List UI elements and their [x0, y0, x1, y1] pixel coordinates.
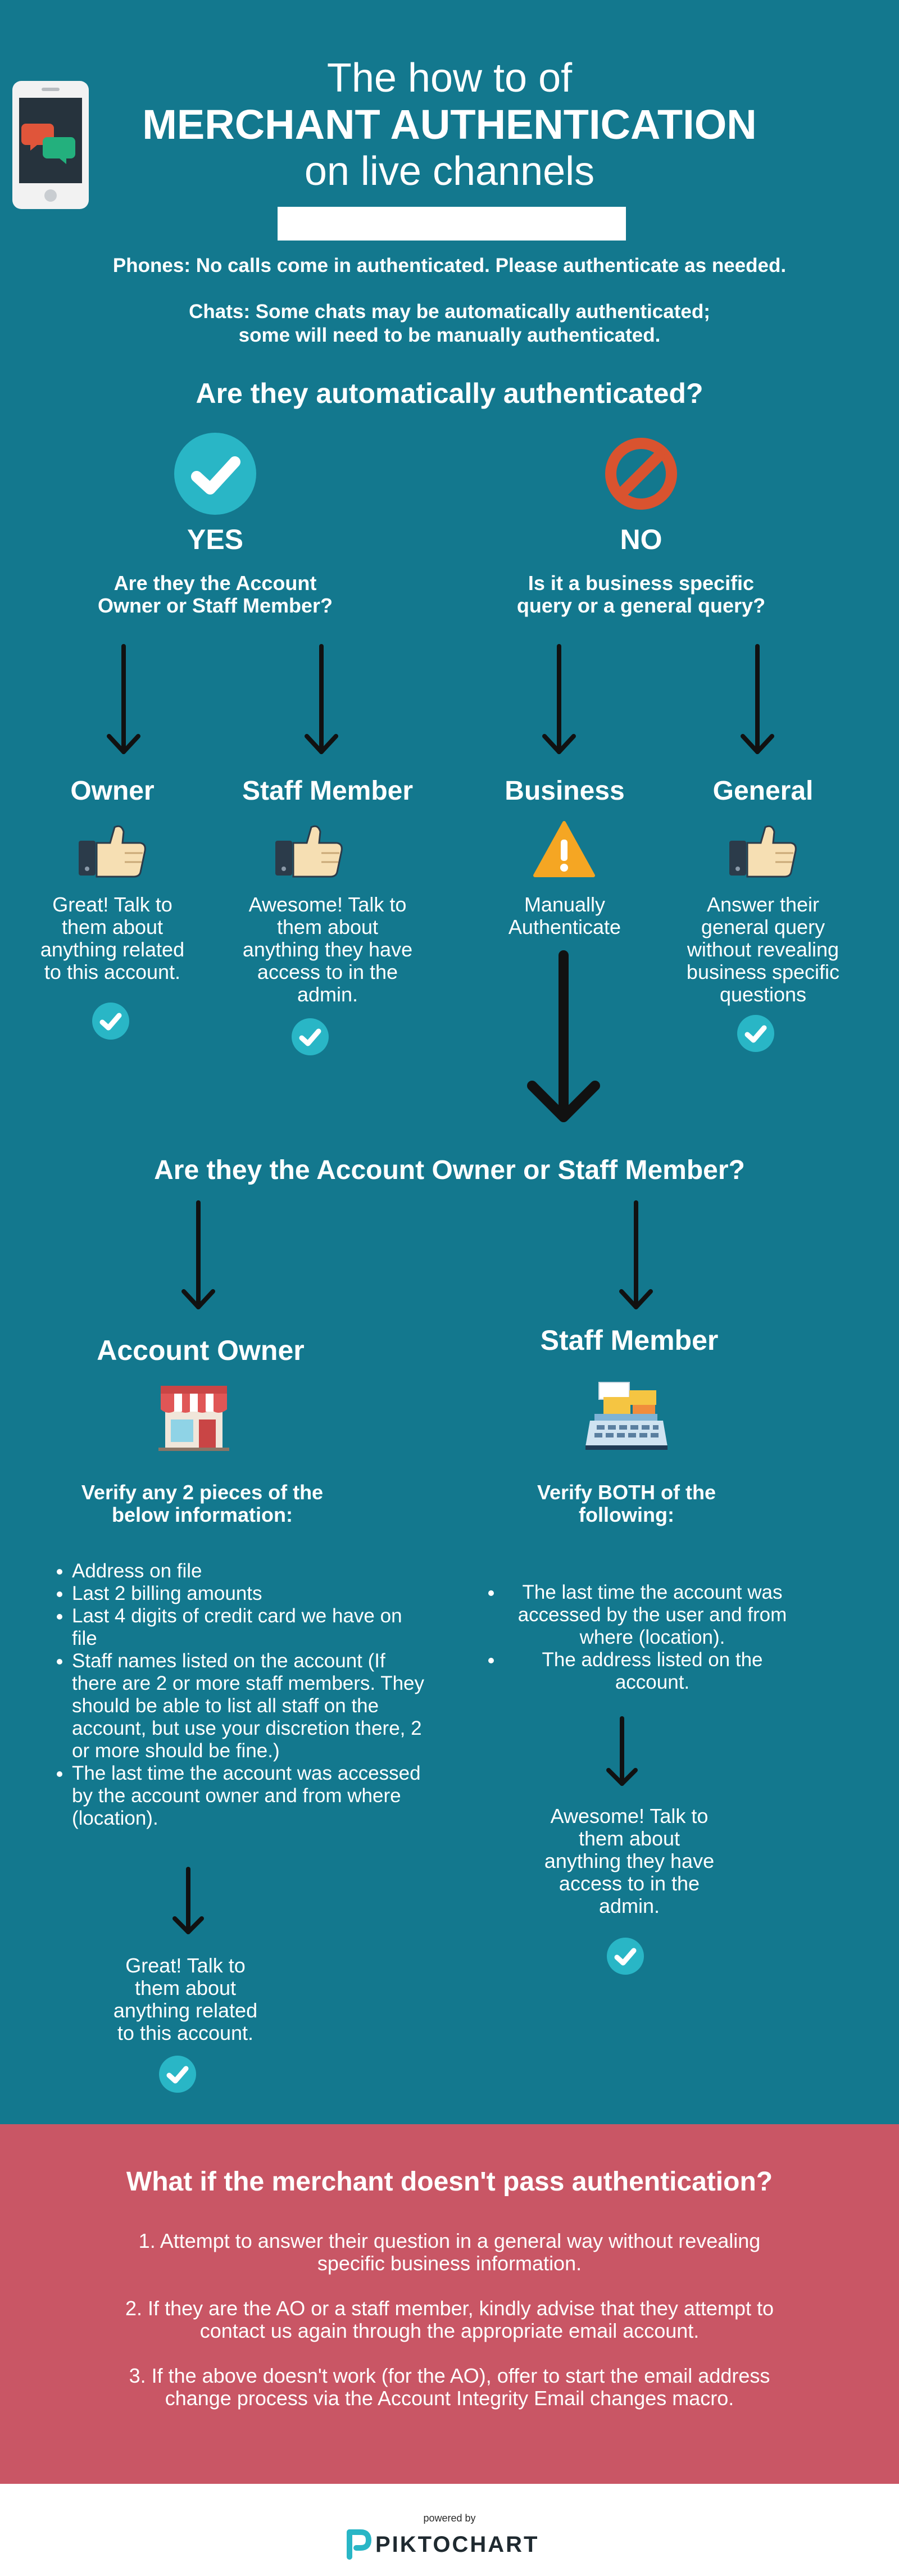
business-label: Business — [505, 776, 625, 806]
general-text: Answer their general query without revealing business specific questions — [686, 893, 840, 1006]
business-text: Manually Authenticate — [508, 893, 621, 938]
list-item: • The last time the account was accessed by the user and from where (location). — [503, 1581, 801, 1649]
intro-phones: Phones: No calls come in authenticated. Please authenticate as needed. — [112, 255, 787, 276]
account-owner-result: Great! Talk to them about anything related to this account. — [113, 1954, 258, 2044]
staff-member-verify: Verify BOTH of the following: — [537, 1481, 716, 1526]
list-item: • Last 4 digits of credit card we have on file — [72, 1605, 427, 1650]
list-item: • Staff names listed on the account (If there are 2 or more staff members. They should be able to list all staff on the account, but use your discretion there, 2 or more should be fine.) — [72, 1650, 427, 1762]
fail-step-2: 2. If they are the AO or a staff member, kindly advise that they attempt to contact us again through the appropriate email account. — [125, 2297, 774, 2342]
intro-chats: Chats: Some chats may be automatically authenticated; some will need to be manually authenticated. — [189, 301, 710, 346]
checkmark-circle-icon — [737, 1015, 774, 1052]
staff-member-label: Staff Member — [242, 776, 414, 806]
phone-chat-icon — [10, 79, 91, 211]
fail-steps — [79, 2230, 820, 2410]
no-entry-icon — [603, 436, 679, 511]
list-item: • The address listed on the account. — [503, 1649, 801, 1694]
list-item: • The last time the account was accessed by the account owner and from where (location). — [72, 1762, 427, 1830]
thumbs-up-icon — [728, 824, 798, 878]
question-auto-authenticated: Are they automatically authenticated? — [196, 378, 703, 409]
footer — [0, 2484, 899, 2576]
no-label: NO — [620, 524, 662, 555]
fail-title: What if the merchant doesn't pass authentication? — [126, 2167, 773, 2197]
checkmark-circle-icon — [607, 1938, 644, 1975]
list-item: • Last 2 billing amounts — [72, 1582, 427, 1605]
yes-label: YES — [187, 524, 244, 555]
staff-member-checklist — [483, 1581, 801, 1694]
piktochart-logo-icon — [344, 2529, 372, 2560]
thumbs-up-icon — [78, 824, 147, 878]
checkmark-circle-icon — [174, 433, 256, 515]
list-item: • Address on file — [72, 1560, 427, 1582]
storefront-icon — [158, 1385, 229, 1451]
checkmark-circle-icon — [159, 2056, 196, 2093]
question-owner-or-staff: Are they the Account Owner or Staff Member? — [154, 1155, 745, 1185]
yes-question: Are they the Account Owner or Staff Member? — [97, 572, 333, 617]
warning-icon — [533, 820, 596, 879]
checkmark-circle-icon — [292, 1018, 329, 1055]
staff-member-text: Awesome! Talk to them about anything they have access to in the admin. — [242, 893, 413, 1006]
account-owner-verify: Verify any 2 pieces of the below information: — [81, 1481, 324, 1526]
title-line-2: MERCHANT AUTHENTICATION — [142, 101, 757, 148]
checkmark-circle-icon — [92, 1003, 129, 1040]
piktochart-brand: PIKTOCHART — [375, 2532, 539, 2557]
title-line-3: on live channels — [304, 149, 595, 194]
powered-by: powered by — [423, 2512, 476, 2524]
staff-member-result: Awesome! Talk to them about anything they have access to in the admin. — [544, 1804, 715, 1917]
thumbs-up-icon — [274, 824, 344, 878]
cash-register-icon — [584, 1380, 669, 1451]
account-owner-label: Account Owner — [97, 1335, 305, 1366]
title-underline-bar — [278, 207, 626, 241]
account-owner-checklist — [52, 1560, 427, 1830]
owner-text: Great! Talk to them about anything related to this account. — [40, 893, 185, 983]
fail-step-1: 1. Attempt to answer their question in a general way without revealing specific business information. — [138, 2229, 761, 2275]
staff-member-heading: Staff Member — [540, 1325, 719, 1356]
fail-step-3: 3. If the above doesn't work (for the AO), offer to start the email address change process via the Account Integrity Email changes macro. — [129, 2364, 770, 2410]
title-line-1: The how to of — [326, 56, 573, 101]
owner-label: Owner — [70, 776, 155, 806]
general-label: General — [712, 776, 814, 806]
no-question: Is it a business specific query or a general query? — [516, 572, 766, 617]
